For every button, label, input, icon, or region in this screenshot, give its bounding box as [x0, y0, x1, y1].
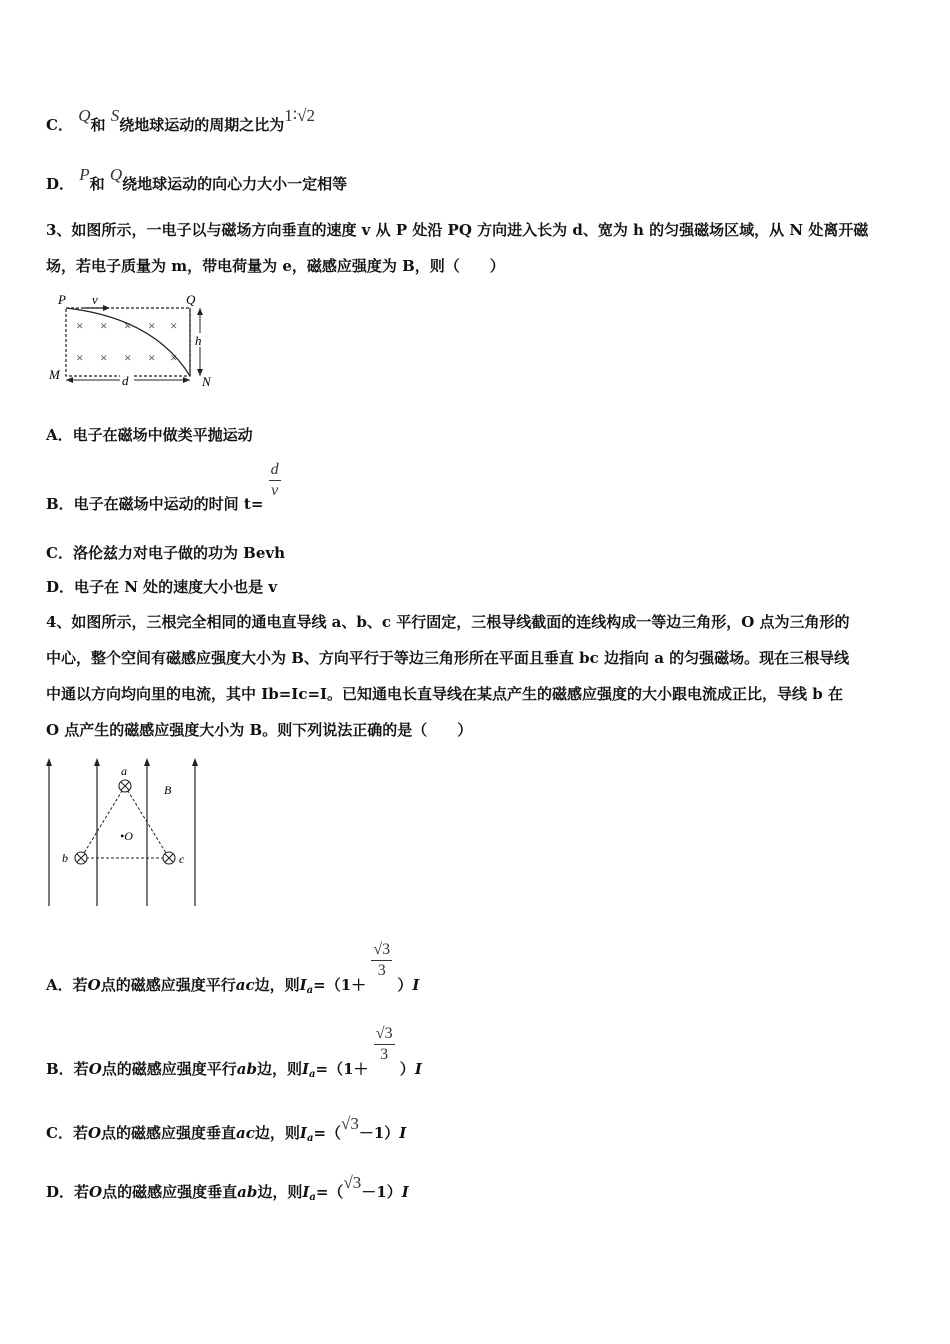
cross-mark: ×: [148, 318, 156, 333]
cross-mark: ×: [100, 318, 108, 333]
q3-stem: 3、如图所示，一电子以与磁场方向垂直的速度 v 从 P 处沿 PQ 方向进入长为 d、宽为 h 的匀强磁场区域，从 N 处离开磁 场，若电子质量为 m，带电荷量为 e，磁感应强度为 B，则（ ）: [46, 221, 869, 275]
label-v: v: [92, 292, 98, 307]
cross-mark: ×: [124, 318, 132, 333]
label-a: a: [121, 764, 127, 778]
symbol-q: Q: [78, 106, 91, 125]
q3-magnetic-field-figure: [44, 288, 224, 392]
q2-option-d: D． P和 Q绕地球运动的向心力大小一定相等: [46, 165, 348, 193]
label-b-field: B: [164, 783, 172, 797]
ratio: 1∶√2: [284, 106, 315, 125]
q4-option-a: A．若O点的磁感应强度平行ac边，则$I_a=(1+$ $\frac{√3}{3}$ ）I: [46, 941, 420, 996]
q3-option-d: D．电子在 N 处的速度大小也是 v: [46, 578, 278, 596]
q4-option-b: B．若O点的磁感应强度平行ab边，则$I_a=(1+$ $\frac{√3}{3}$ ）I: [46, 1025, 422, 1080]
q4-option-c: C．若O点的磁感应强度垂直ac边，则$I_a=(√3-1)I$: [46, 1114, 407, 1144]
cross-mark: ×: [76, 318, 84, 333]
cross-mark: ×: [170, 350, 178, 365]
q2-option-c: C． Q和 S绕地球运动的周期之比为1∶√2: [46, 106, 315, 134]
sqrt3: √3: [341, 1114, 359, 1133]
cross-mark: ×: [148, 350, 156, 365]
q3-option-c: C．洛伦兹力对电子做的功为 Bevh: [46, 544, 286, 562]
label-c: c: [179, 852, 185, 866]
fraction-sqrt3-over-3: $\frac{√3}{3}$: [375, 1025, 393, 1063]
label-d: d: [122, 373, 129, 388]
q3-option-a: A．电子在磁场中做类平抛运动: [46, 426, 253, 444]
label-m: M: [49, 367, 60, 382]
fraction-sqrt3-over-3: $\frac{√3}{3}$: [373, 941, 391, 979]
label-b: b: [62, 851, 68, 865]
sqrt3: √3: [343, 1173, 362, 1192]
label-p: P: [58, 292, 66, 307]
fraction-d-over-v: $\frac{d}{v}$: [270, 461, 279, 499]
cross-mark: ×: [124, 350, 132, 365]
symbol-p: P: [79, 165, 90, 184]
cross-mark: ×: [76, 350, 84, 365]
cross-mark: ×: [100, 350, 108, 365]
symbol-s: S: [110, 106, 120, 125]
q4-option-d: D．若O点的磁感应强度垂直ab边，则$I_a=(√3-1)I$: [46, 1173, 409, 1203]
q4-stem: 4、如图所示，三根完全相同的通电直导线 a、b、c 平行固定，三根导线截面的连线构成一等边三角形，O 点为三角形的 中心，整个空间有磁感应强度大小为 B、方向平行于等边三角形所在平面且垂直 bc 边指向 a 的匀强磁场。现在三根导线 中通以方向均向里的电流，其中 Ib=Ic=I。已知通电长直导线在某点产生的磁感应强度的大小跟电流成正比，导线 b 在 O 点产生的磁感应强度大小为 B。则下列说法正确的是（ ）: [46, 613, 850, 739]
cross-mark: ×: [170, 318, 178, 333]
label-h: h: [195, 333, 202, 348]
q3-option-b: B．电子在磁场中运动的时间 t= $\frac{d}{v}$: [46, 461, 279, 513]
symbol-q: Q: [109, 165, 123, 184]
label-o: •O: [120, 829, 133, 843]
q4-wires-figure: [40, 756, 210, 908]
label-q: Q: [186, 292, 196, 307]
label-n: N: [202, 374, 211, 389]
